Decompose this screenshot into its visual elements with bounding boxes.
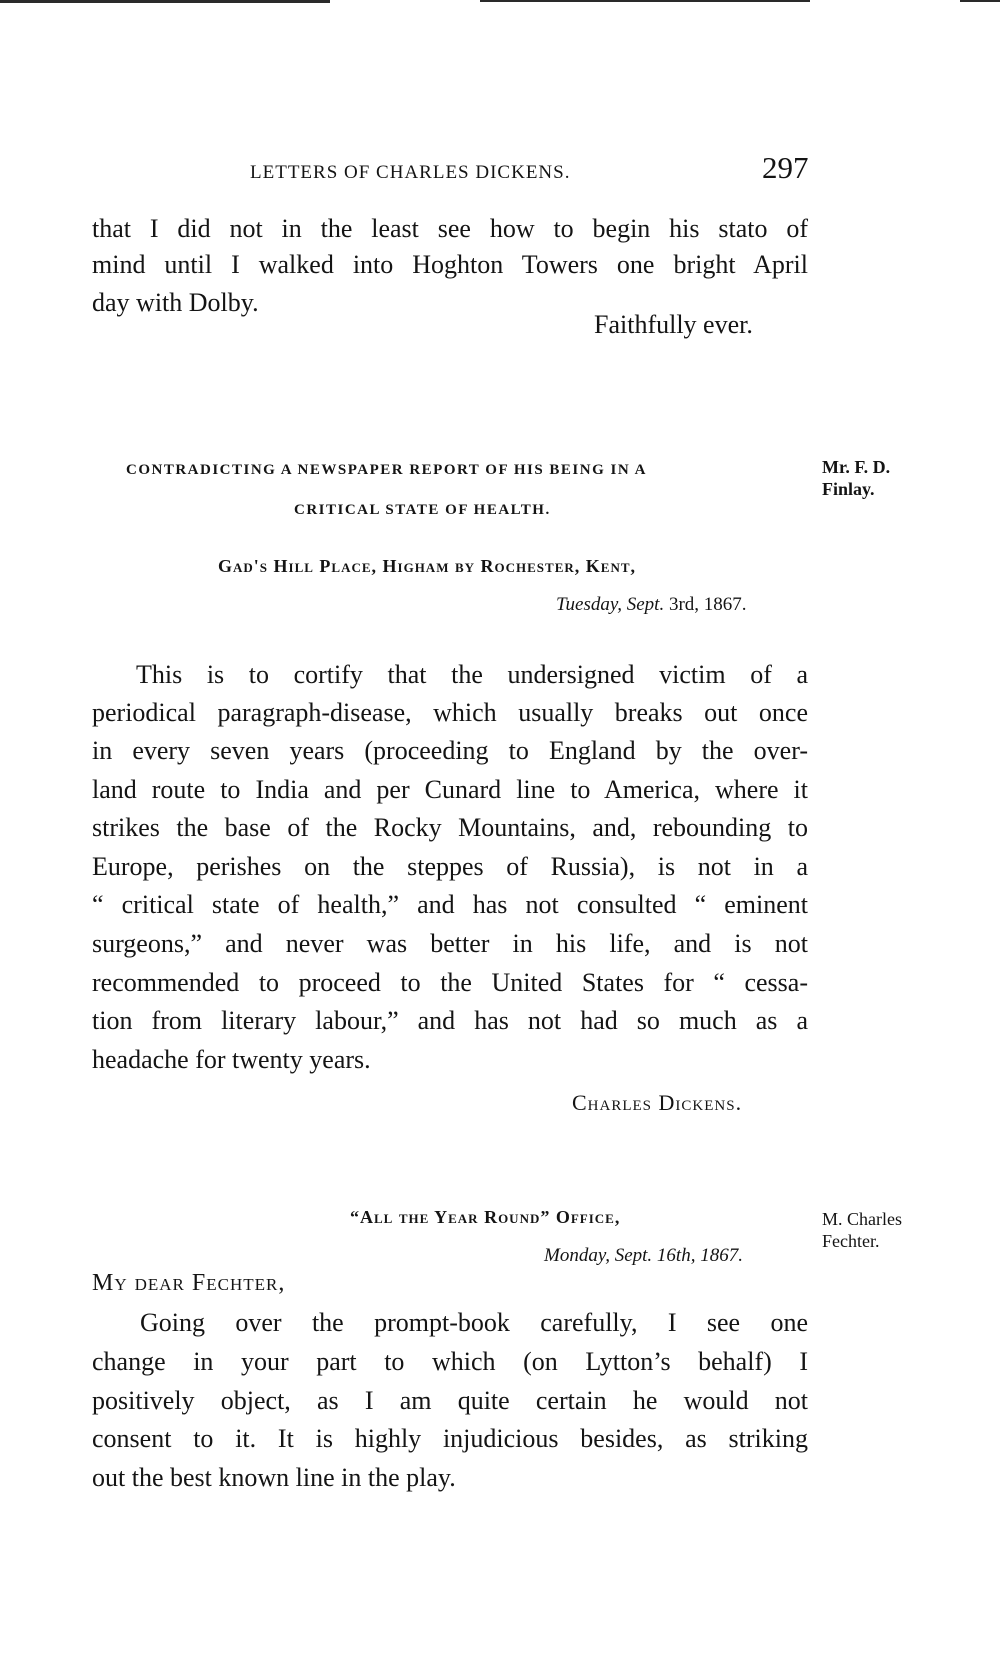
office-address: “All the Year Round” Office, bbox=[350, 1207, 621, 1227]
body-line: land route to India and per Cunard line to America, where it bbox=[92, 775, 808, 804]
recipient-name-line1: Mr. F. D. bbox=[822, 457, 891, 477]
body-line: This is to cortify that the undersigned victim of a bbox=[136, 660, 808, 689]
letter-date: Monday, Sept. 16th, 1867. bbox=[544, 1245, 743, 1266]
letter-date-prefix: Tuesday, Sept. bbox=[556, 594, 665, 615]
scan-edge-top-3 bbox=[960, 0, 1000, 2]
recipient-name-line2: Finlay. bbox=[822, 479, 875, 499]
body-line: recommended to proceed to the United States for “ cessa- bbox=[92, 968, 808, 997]
sender-address: Gad's Hill Place, Higham by Rochester, Kent, bbox=[218, 556, 636, 576]
body-line: Europe, perishes on the steppes of Russia), is not in a bbox=[92, 852, 808, 881]
body-line: in every seven years (proceeding to England by the over- bbox=[92, 736, 808, 765]
body-line: change in your part to which (on Lytton’s behalf) I bbox=[92, 1347, 808, 1376]
recipient-note bbox=[822, 456, 942, 500]
body-line: positively object, as I am quite certain he would not bbox=[92, 1386, 808, 1415]
continuation-line: mind until I walked into Hoghton Towers one bright April bbox=[92, 250, 808, 279]
scan-edge-top-2 bbox=[480, 0, 810, 2]
running-head: LETTERS OF CHARLES DICKENS. bbox=[250, 162, 571, 183]
recipient-name-line1: M. Charles bbox=[822, 1209, 902, 1229]
body-line: surgeons,” and never was better in his life, and is not bbox=[92, 929, 808, 958]
recipient-note bbox=[822, 1208, 962, 1252]
continuation-line: that I did not in the least see how to begin his stato of bbox=[92, 214, 808, 243]
salutation: My dear Fechter, bbox=[92, 1270, 286, 1296]
body-line: tion from literary labour,” and has not had so much as a bbox=[92, 1006, 808, 1035]
closing-line: Faithfully ever. bbox=[594, 310, 753, 339]
body-line: Going over the prompt-book carefully, I see one bbox=[140, 1308, 808, 1337]
body-line: periodical paragraph-disease, which usually breaks out once bbox=[92, 698, 808, 727]
letter-date bbox=[556, 594, 747, 616]
page-number: 297 bbox=[762, 150, 809, 185]
letter-date-suffix: 3rd, 1867. bbox=[664, 594, 747, 615]
body-line: “ critical state of health,” and has not consulted “ eminent bbox=[92, 890, 808, 919]
body-line: out the best known line in the play. bbox=[92, 1463, 456, 1492]
signature: Charles Dickens. bbox=[572, 1090, 743, 1115]
body-line: consent to it. It is highly injudicious besides, as striking bbox=[92, 1424, 808, 1453]
continuation-line: day with Dolby. bbox=[92, 288, 259, 317]
letter-heading-line1: CONTRADICTING A NEWSPAPER REPORT OF HIS BEING IN A bbox=[126, 462, 647, 478]
body-line: headache for twenty years. bbox=[92, 1045, 371, 1074]
scan-edge-top bbox=[0, 0, 330, 3]
recipient-name-line2: Fechter. bbox=[822, 1231, 880, 1251]
body-line: strikes the base of the Rocky Mountains, and, rebounding to bbox=[92, 813, 808, 842]
letter-heading-line2: CRITICAL STATE OF HEALTH. bbox=[294, 502, 551, 518]
